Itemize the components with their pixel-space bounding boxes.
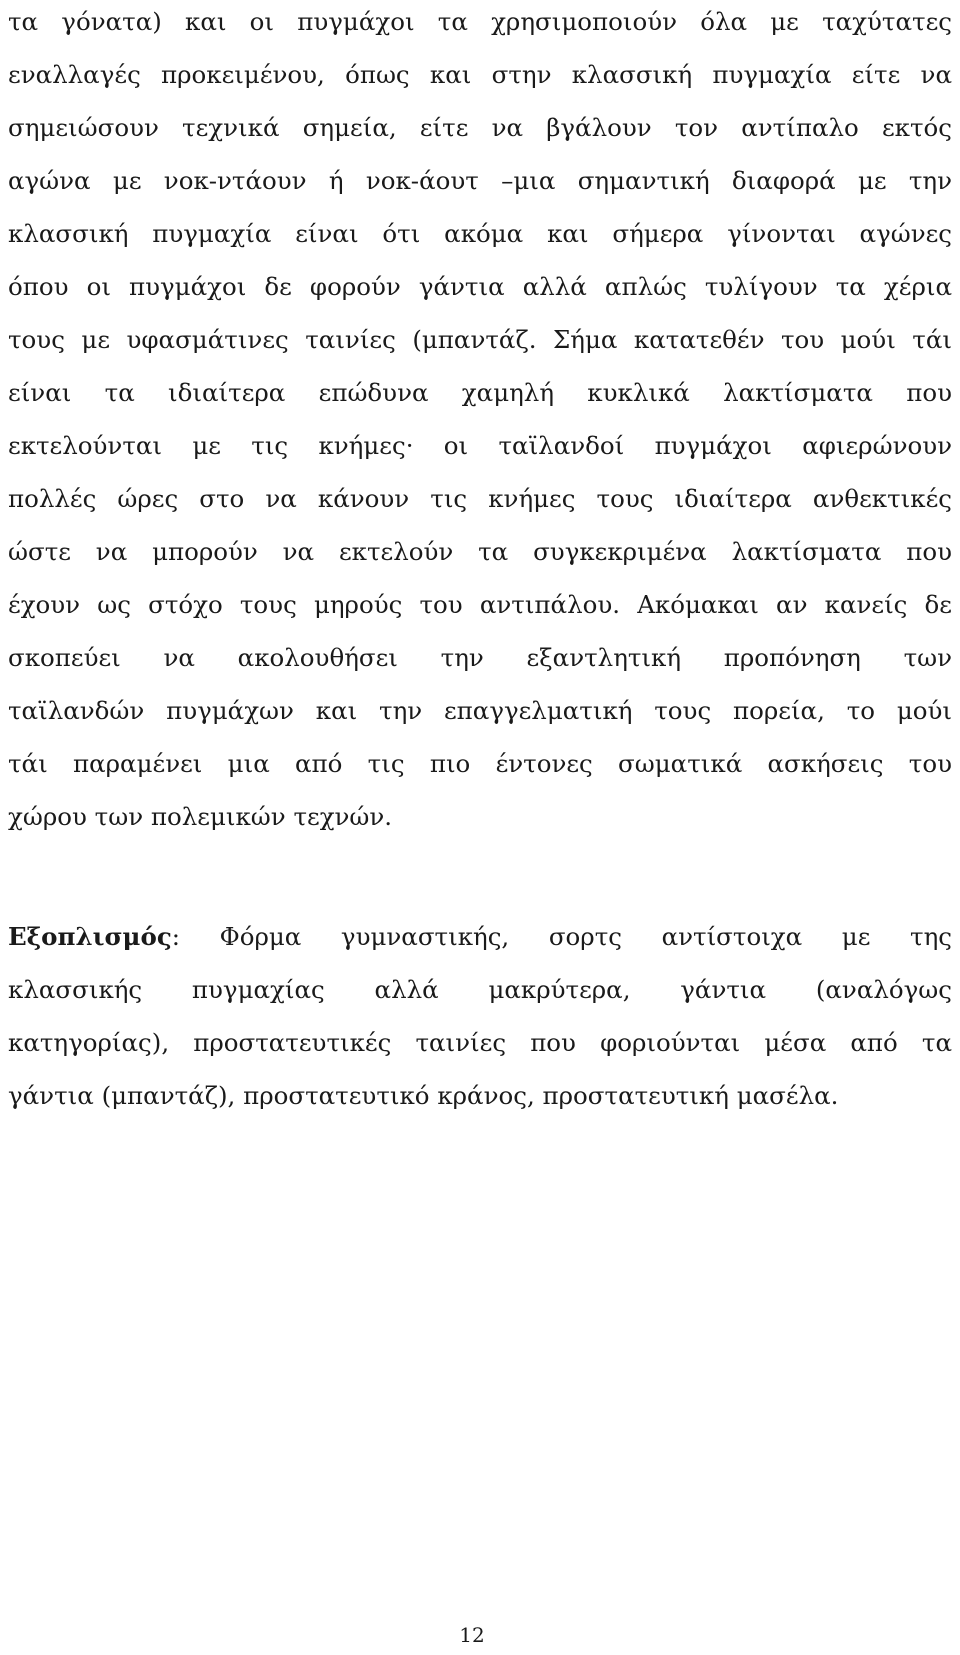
text-line: είναι τα ιδιαίτερα επώδυνα χαμηλή κυκλικά λακτίσματα που [8, 378, 952, 407]
text-line: κλασσικής πυγμαχίας αλλά μακρύτερα, γάντια (αναλόγως [8, 975, 952, 1004]
text-line: εναλλαγές προκειμένου, όπως και στην κλασσική πυγμαχία είτε να [8, 60, 952, 89]
text-line: όπου οι πυγμάχοι δε φορούν γάντια αλλά απλώς τυλίγουν τα χέρια [8, 272, 952, 301]
text-line: τους με υφασμάτινες ταινίες (μπαντάζ. Σήμα κατατεθέν του μούι τάι [8, 325, 952, 354]
text-line: αγώνα με νοκ-ντάουν ή νοκ-άουτ –μια σημαντική διαφορά με την [8, 166, 952, 195]
text-line: χώρου των πολεμικών τεχνών. [8, 802, 393, 831]
text-line: γάντια (μπαντάζ), προστατευτικό κράνος, προστατευτική μασέλα. [8, 1081, 839, 1110]
text-line: τα γόνατα) και οι πυγμάχοι τα χρησιμοποιούν όλα με ταχύτατες [8, 7, 952, 36]
text-line: κατηγορίας), προστατευτικές ταινίες που φοριούνται μέσα από τα [8, 1028, 952, 1057]
text-line: εκτελούνται με τις κνήμες· οι ταϊλανδοί πυγμάχοι αφιερώνουν [8, 431, 952, 460]
text-line: σημειώσουν τεχνικά σημεία, είτε να βγάλουν τον αντίπαλο εκτός [8, 113, 952, 142]
text-line: πολλές ώρες στο να κάνουν τις κνήμες τους ιδιαίτερα ανθεκτικές [8, 484, 952, 513]
text-line: ταϊλανδών πυγμάχων και την επαγγελματική τους πορεία, το μούι [8, 696, 952, 725]
text-line: σκοπεύει να ακολουθήσει την εξαντλητική προπόνηση των [8, 643, 952, 672]
text-line: κλασσική πυγμαχία είναι ότι ακόμα και σήμερα γίνονται αγώνες [8, 219, 952, 248]
text-line: τάι παραμένει μια από τις πιο έντονες σωματικά ασκήσεις του [8, 749, 952, 778]
text-line: έχουν ως στόχο τους μηρούς του αντιπάλου. Ακόμακαι αν κανείς δε [8, 590, 952, 619]
text-line: ώστε να μπορούν να εκτελούν τα συγκεκριμένα λακτίσματα που [8, 537, 952, 566]
equipment-heading: Εξοπλισμός [8, 922, 172, 951]
page-number: 12 [459, 1623, 485, 1647]
equipment-first-line [8, 917, 952, 957]
equipment-first-line-text: : Φόρμα γυμναστικής, σορτς αντίστοιχα με της [171, 922, 952, 951]
